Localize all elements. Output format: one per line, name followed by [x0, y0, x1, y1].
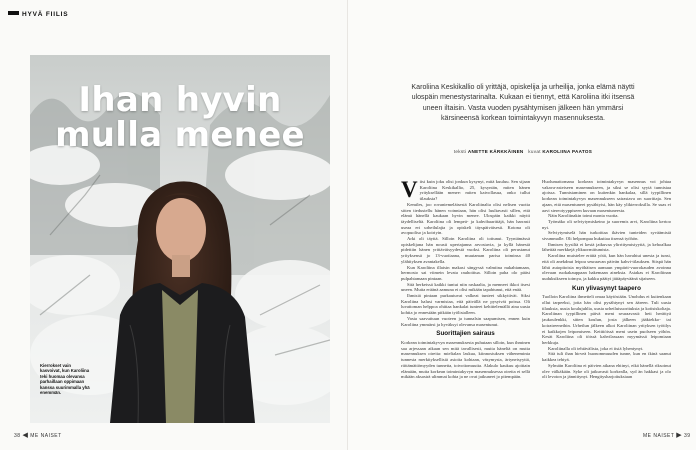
- body-paragraph: Tuolloin Karoliina ihmetteli omaa käytöstään. Unohdus ei kuitenkaan ollut tarpeeksi, jotta hän olisi pysähtynyt sen ääreen. Tuli uusia tilauksia, uusia koulujuhlia, uusia urheiluisuorituksia ja kotisiskoltaja. Karoliinan tyypillinen päivä meni seuraavasti: heti herättyä jaukoulenkki, sitten koulun, josta jälkeen jääkiekko- tai koiratreeneihin. Urheilun jälkeen alkoi Karoliinan yrityksen työtilys ei kaikkojen leipomiseen. Keittiöissä meni usein puolseen yöhön. Kesät Karoliina oli töissä kahvilassaan myymässä leipomiaan herkkuja.: [542, 294, 671, 345]
- lead-paragraph: Karoliina Keskikallio oli yrittäjä, opiskelija ja urheilija, jonka elämä näytti ulospäin menestystarinalta. Kukaan ei tiennyt, että Karoliina itki itsensä uneen iltaisin. Vasta vuoden pysähtymisen jälkeen hän ymmärsi kärsineensä korkean toimintakyvyn masennuksesta.: [411, 83, 635, 122]
- photo-caption: Kierrokset vain kasvoivat, kun Karoliina teki huomaa olevansa parhaillaan oppimaan kanssa suurimmalla yhä enemmän.: [40, 363, 90, 396]
- body-column-1: [401, 179, 530, 380]
- arrow-left-icon: ◀: [22, 432, 29, 439]
- body-column-2: [542, 179, 671, 380]
- section-tag-bar: [8, 11, 19, 15]
- body-paragraph: Sylmäin Karoliina ei päivien aikana ehtinyt, eikä hänellä riksoinut olev välkäkään. Syke oli jatkuvasti korkealla, syd än hakkasi ja olo oli levoton ja jännittynyt. Hengitysharjoituksiaan: [542, 362, 671, 380]
- body-paragraph: Karoliinalla oli tehtävälista, joka ei itsiä lyhentynyt.: [548, 345, 644, 351]
- byline: [410, 149, 636, 154]
- body-paragraph: Ihmisiä pintaan purkautuvat valkeat tunteet sikkyttivät. Siksi Karoliina halusi varmistaa, että päivällä ne pysyivät poissa. Oli luvattoman helppoa ohittaa hankalat tunteet kehittelemällä aina uusia kohtia jo ennestään pitkään työlistalleen.: [401, 293, 530, 316]
- section-tag: [8, 11, 68, 18]
- body-paragraph: Karoliina muistelee eräitä yötä, kun hän havahtui unesta ja tunsi, että oli anekdnut leipoa seuraavan päivän kahvi-tilauksen. Siispä hän lähti autopitoisia myöhäisen aamuun ympärit-vuorokauden avoinna olevaan ruokakauppaan hakemaan aineksia. Asiakas ei Karoliinan uuduksikseen toimya, ja kakku päätyi jäitäpäyväänä sijaiseen.: [542, 253, 671, 281]
- body-paragraph: Huolumattomana korkean toimintakyvyn masennus voi johtaa vakava-asteiseen masennukseen, ja siksi se olisi syytä tunnistaa ajoissa. Tunnistaminen on kuitenkin hankalaa, sillä tyypillinen korkean toimintakyvyn masennukseen sairastava on suorittaja. Sen ajaan, että masentuneet pysähtyisi, hän käy ylikierroksilla. Se suas ei aavi stereotyyppiseen kuvaan masentuneesta.: [542, 179, 671, 213]
- body-paragraph: Sitä tuli ihan hirveä huonommuuden tunne, kun en ikinä saanut kaikkea tehtyä.: [542, 351, 671, 363]
- subheading: Suorittajien sairaus: [436, 330, 495, 338]
- article-headline: Ihan hyvin mulla menee: [55, 80, 305, 155]
- folio-right: [643, 431, 691, 439]
- body-columns: [401, 179, 671, 429]
- section-tag-label: HYVÄ FIILIS: [22, 11, 69, 18]
- body-paragraph: Työmäko oli selviytymiskeino ja suoremis arvi, Karoliina kertoo nyt.: [542, 218, 671, 230]
- body-paragraph: Ihmisen fyysiltä ei kestä jatkuvaa ylirrittymistyyttä, ja kehoalkaa lähettää merkkejä ylikuormittumista.: [542, 241, 671, 253]
- body-paragraph: Selviytymiselä hän turkoittaa ikävien tunteiden syväämistä sivummalle. Oli helpompaa hukuttaa itsensä työhön.: [542, 230, 671, 242]
- arrow-right-icon: ▶: [676, 432, 683, 439]
- body-paragraph: Sitä herkeissä kaikki tuntui niin raskaalta, ja menneet ikkoi itsesi uneen. Mutta eräänä aamuna ei olisi mikään tapahtunut, että enää.: [401, 281, 530, 293]
- byline-photo-author: KAROLIINA PAATOS: [542, 149, 593, 154]
- body-paragraph: Arki oli täyttä. Silloin Karoliina oli tottunut. Tyyntämässä opiskelijana hän nousti upertajanna arvostavia, ja kyllä hänestä pidettiin hänen yrittäväisyydestä vuoksi. Karoliina oli perustanut yrityksensä jo 13-vuotiaana, muutaman parisa toiminsa 40 ylähityksen avantakella.: [401, 236, 530, 264]
- byline-photo-label: kuvat: [528, 149, 541, 154]
- page-number-right: 39: [684, 433, 691, 439]
- page-number-left: 38: [14, 433, 21, 439]
- body-paragraph: iisi kuin joku olisi jonkun kysynyt, mitä kuuluu. Sen sijaan Karoliina Keskikallio, 25, kysyntän, miten hänen yrityksellään menee: miten kaivollasua, onko tullut tilauksia?: [419, 179, 530, 202]
- body-paragraph: Korkean toimintakyvyn masennuksesta puhutaan silloin, kun ihminen saa arjessaan aikaan sen mitä tavallisesti, mutta häneltä on mutta masennuksen oireita: mielialan laskua, kiinnostuksen väheneminta tunnesta merkityksellisiä asioita kohtaan, väsymysta, ärtyneisyyttä, riittämättömyyden tunnetta, toivottomuutta. Alakulo kaukuu ajoittain elämään, mutta korkean toimintakyvyn masennuksessa oireita ei sellä mikään aksasträ ulimmat kohta ja ne ovat jatkuneet jo pitempään.: [401, 339, 530, 380]
- magazine-name-left: ME NAISET: [30, 433, 62, 439]
- body-paragraph: Vasta saavuttuun vuoteen ja tunnalsin saapumisen, ennen kuin Karoliina ymmärsi ja hyväksyi olevansa masentunut.: [401, 315, 530, 327]
- body-paragraph: Kemiles, joo rovaniemeläisestä Karoliinalta olisi nelisen vuotta sitten tiedustellu hänen voinniaan, hän olisi luultavasti sillen, että elämä hänellä kaukaan hyvin menee. Ulospäin kaikki näytti täydelliseltä. Karoliina oli lempeä- ja kahvibaarittäjä, hän harrasti useaa eri urheilulajia ja opiskeli täyspäiväisesti. Kotona oli avopuoliso ja koiriyin.: [401, 201, 530, 236]
- byline-text-author: ANETTE KÄRKKÄINEN: [467, 149, 524, 154]
- subheading: Kun ylivasynyt taapero: [572, 284, 641, 292]
- drop-cap: V: [401, 179, 418, 202]
- body-paragraph: Näin Karoliinakin toimi monta vuotta.: [548, 213, 619, 219]
- magazine-name-right: ME NAISET: [643, 433, 675, 439]
- body-paragraph: Kun Karoliina illaisin makasi sängyssä valmiina nukahtamaan, hermosto sai viimein levata rauhoittua. Silloin paha olo pääsi pulpahtamaan pintaan.: [401, 264, 530, 281]
- byline-text-label: teksti: [453, 149, 467, 154]
- folio-left: [14, 431, 62, 439]
